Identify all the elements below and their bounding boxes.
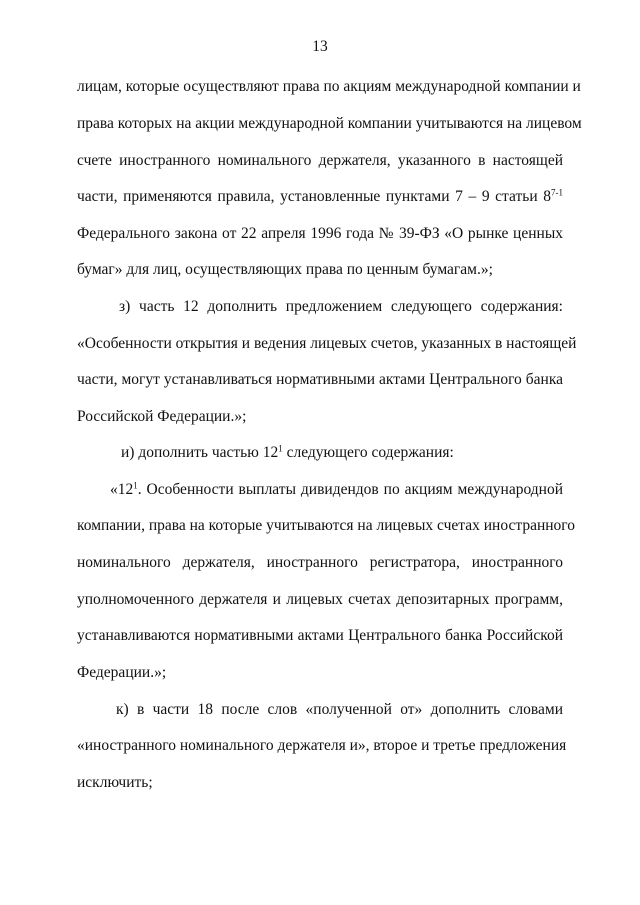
text-segment: части, применяются правила, установленные пунктами 7 – 9 статьи 8 — [77, 188, 551, 205]
text-line: «иностранного номинального держателя и», второе и третье предложения — [77, 737, 567, 754]
text-line: «Особенности открытия и ведения лицевых счетов, указанных в настоящей — [77, 335, 577, 352]
text-line: номинального держателя, иностранного регистратора, иностранного — [77, 554, 563, 571]
text-line: исключить; — [77, 774, 153, 791]
paragraph-z: з) часть 12 дополнить предложением следующего содержания: — [119, 298, 563, 315]
text-line: уполномоченного держателя и лицевых счетах депозитарных программ, — [77, 591, 563, 608]
paragraph-k: к) в части 18 после слов «полученной от» дополнить словами — [116, 701, 563, 718]
text-line: Федерального закона от 22 апреля 1996 года № 39-ФЗ «О рынке ценных — [77, 225, 563, 242]
superscript: 1 — [278, 443, 283, 454]
text-line: компании, права на которые учитываются на лицевых счетах иностранного — [77, 517, 576, 534]
text-line: части, могут устанавливаться нормативными актами Центрального банка — [77, 371, 563, 388]
paragraph-i — [121, 443, 454, 462]
superscript: 1 — [133, 480, 138, 491]
text-segment: следующего содержания: — [282, 444, 454, 461]
text-line: устанавливаются нормативными актами Центрального банка Российской — [77, 627, 563, 644]
text-line: права которых на акции международной компании учитываются на лицевом — [77, 115, 582, 132]
text-line: счете иностранного номинального держателя, указанного в настоящей — [77, 152, 563, 169]
text-line: Российской Федерации.»; — [77, 408, 247, 425]
paragraph-12-1 — [110, 481, 563, 499]
text-segment: «12 — [110, 481, 134, 498]
text-line: Федерации.»; — [77, 664, 167, 681]
text-line: лицам, которые осуществляют права по акциям международной компании и — [77, 78, 581, 95]
superscript: 7-1 — [551, 187, 563, 198]
text-segment: . Особенности выплаты дивидендов по акциям международной — [137, 481, 563, 498]
page-number: 13 — [312, 38, 328, 55]
text-line: бумаг» для лиц, осуществляющих права по ценным бумагам.»; — [77, 261, 493, 278]
text-line — [77, 188, 563, 206]
text-segment: и) дополнить частью 12 — [121, 444, 279, 461]
